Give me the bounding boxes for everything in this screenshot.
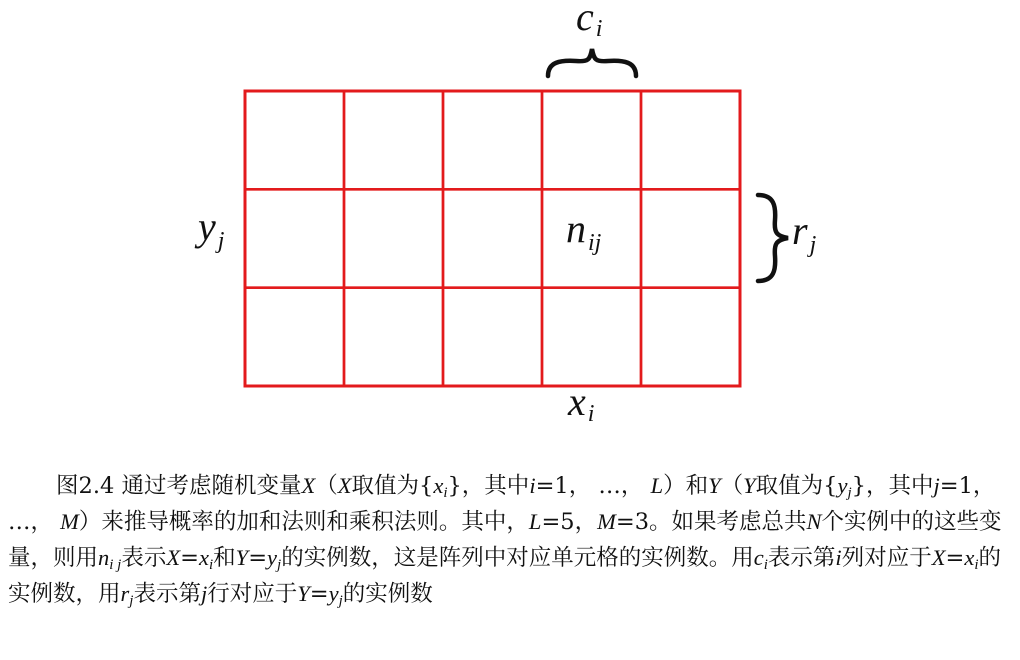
- cell-count-label: $n_{ij}$: [566, 206, 602, 256]
- grid-cell-r3-c5: [641, 288, 740, 386]
- grid-cell-r1-c2: [344, 91, 443, 189]
- grid-cell-r3-c4: [542, 288, 641, 386]
- cell-grid: [245, 91, 740, 386]
- y-value-label: $y_j$: [198, 204, 225, 254]
- column-sum-label: ci: [576, 0, 603, 42]
- caption-paragraph: 图2.4 通过考虑随机变量X（X取值为$\{x_i\}$，其中i=1， …， L）和Y（Y取值为$\{y_j\}$，其中j=1， …， M）来推导概率的加和法则和乘积法则。其中，L=5，M=3。如果考虑总共N个实例中的这些变量，则用$n_{i j}$表示$X=x_i$和$Y=y_j$的实例数，这是阵列中对应单元格的实例数。用$c_i$表示第i列对应于$X=x_i$的实例数，用$r_j$表示第j行对应于$Y=y_j$的实例数: [8, 473, 1002, 609]
- grid-cell-r3-c2: [344, 288, 443, 386]
- x-value-label: xi: [568, 379, 595, 427]
- grid-cell-r1-c4: [542, 91, 641, 189]
- grid-cell-r2-c5: [641, 189, 740, 287]
- column-brace: [548, 49, 636, 76]
- grid-cell-r3-c3: [443, 288, 542, 386]
- figure-caption: [8, 468, 1014, 612]
- grid-cell-r2-c3: [443, 189, 542, 287]
- grid-cell-r3-c1: [245, 288, 344, 386]
- grid-cell-r1-c1: [245, 91, 344, 189]
- grid-cell-r1-c5: [641, 91, 740, 189]
- row-brace: [758, 195, 788, 281]
- row-sum-label: $r_j$: [792, 208, 817, 258]
- grid-cell-r2-c1: [245, 189, 344, 287]
- grid-cell-r1-c3: [443, 91, 542, 189]
- grid-cell-r2-c2: [344, 189, 443, 287]
- grid-border: [245, 91, 740, 386]
